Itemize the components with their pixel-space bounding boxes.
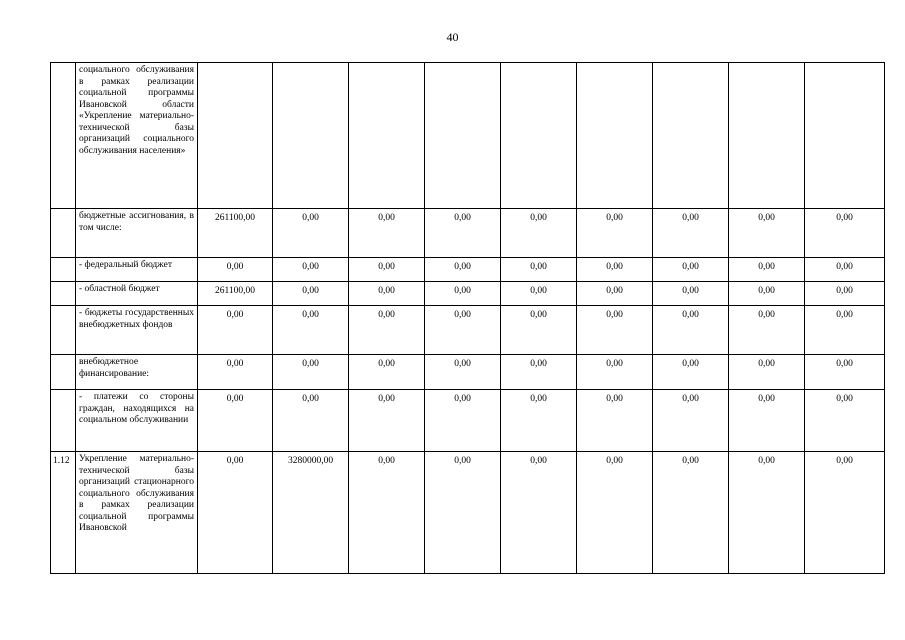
value-cell: 261100,00: [198, 282, 273, 306]
row-description-cell: [76, 209, 198, 258]
row-description-cell: [76, 258, 198, 282]
value-cell: 0,00: [349, 452, 425, 574]
value-cell: 0,00: [501, 355, 577, 390]
row-description-cell: [76, 306, 198, 355]
value-cell: 0,00: [653, 258, 729, 282]
value-cell: [805, 63, 885, 209]
value-cell: 0,00: [501, 306, 577, 355]
value-cell: 0,00: [198, 258, 273, 282]
value-cell: 0,00: [273, 355, 349, 390]
budget-table: [50, 62, 885, 574]
value-cell: 0,00: [349, 209, 425, 258]
value-cell: 0,00: [805, 282, 885, 306]
value-cell: 0,00: [653, 209, 729, 258]
value-cell: 0,00: [729, 306, 805, 355]
table-row: [51, 282, 885, 306]
value-cell: 0,00: [501, 209, 577, 258]
value-cell: 0,00: [349, 306, 425, 355]
value-cell: 0,00: [501, 390, 577, 452]
value-cell: 0,00: [349, 282, 425, 306]
row-description-cell: [76, 355, 198, 390]
row-index-cell: [51, 306, 76, 355]
value-cell: 0,00: [425, 306, 501, 355]
value-cell: 0,00: [349, 355, 425, 390]
value-cell: [273, 63, 349, 209]
value-cell: 0,00: [273, 209, 349, 258]
value-cell: [198, 63, 273, 209]
value-cell: 0,00: [805, 258, 885, 282]
value-cell: 0,00: [653, 452, 729, 574]
value-cell: 0,00: [729, 209, 805, 258]
table-row: [51, 209, 885, 258]
value-cell: 0,00: [805, 390, 885, 452]
value-cell: 0,00: [273, 390, 349, 452]
value-cell: 0,00: [653, 390, 729, 452]
value-cell: 0,00: [653, 355, 729, 390]
value-cell: [729, 63, 805, 209]
value-cell: 0,00: [198, 355, 273, 390]
value-cell: 0,00: [501, 258, 577, 282]
description-text: социального обслуживания в рамках реализации социальной программы Ивановской области «Укрепление материально-технической базы организаций социального обслуживания населения»: [79, 65, 194, 156]
page-number: 40: [446, 30, 459, 44]
description-text: внебюджетное финансирование:: [79, 357, 150, 379]
value-cell: 261100,00: [198, 209, 273, 258]
value-cell: 0,00: [273, 258, 349, 282]
value-cell: 0,00: [501, 282, 577, 306]
value-cell: [501, 63, 577, 209]
value-cell: 0,00: [653, 282, 729, 306]
value-cell: 0,00: [198, 306, 273, 355]
value-cell: 0,00: [805, 306, 885, 355]
description-text: - федеральный бюджет: [79, 260, 172, 270]
value-cell: 0,00: [349, 258, 425, 282]
value-cell: 0,00: [198, 452, 273, 574]
value-cell: 0,00: [425, 390, 501, 452]
description-text: бюджетные ассигнования, в том числе:: [79, 211, 194, 233]
value-cell: 0,00: [577, 209, 653, 258]
description-text: Укрепление материально-технической базы организаций стационарного социального обслуживания в рамках реализации социальной программы Ивановской: [79, 454, 194, 533]
value-cell: [349, 63, 425, 209]
value-cell: 0,00: [577, 355, 653, 390]
value-cell: 0,00: [577, 258, 653, 282]
row-description-cell: [76, 452, 198, 574]
row-index-cell: [51, 258, 76, 282]
row-index-cell: [51, 209, 76, 258]
value-cell: 0,00: [805, 209, 885, 258]
table-row: [51, 452, 885, 574]
row-description-cell: [76, 390, 198, 452]
row-description-cell: [76, 63, 198, 209]
description-text: - областной бюджет: [79, 284, 160, 294]
table-row: [51, 63, 885, 209]
value-cell: 0,00: [425, 258, 501, 282]
value-cell: 0,00: [729, 390, 805, 452]
value-cell: [653, 63, 729, 209]
row-index-cell: [51, 63, 76, 209]
row-index-cell: [51, 390, 76, 452]
value-cell: 0,00: [425, 282, 501, 306]
value-cell: 0,00: [577, 452, 653, 574]
value-cell: 0,00: [805, 355, 885, 390]
value-cell: [425, 63, 501, 209]
table-body: [51, 63, 885, 574]
description-text: - платежи со стороны граждан, находящихся на социальном обслуживании: [79, 392, 194, 425]
table-row: [51, 258, 885, 282]
table-row: [51, 355, 885, 390]
row-index-cell: [51, 355, 76, 390]
row-index-cell: 1.12: [51, 452, 76, 574]
value-cell: 3280000,00: [273, 452, 349, 574]
value-cell: 0,00: [349, 390, 425, 452]
value-cell: 0,00: [577, 282, 653, 306]
description-text: - бюджеты государственных внебюджетных фондов: [79, 308, 194, 330]
value-cell: 0,00: [729, 355, 805, 390]
value-cell: 0,00: [501, 452, 577, 574]
value-cell: 0,00: [273, 306, 349, 355]
value-cell: 0,00: [198, 390, 273, 452]
table-row: [51, 306, 885, 355]
value-cell: 0,00: [425, 452, 501, 574]
value-cell: [577, 63, 653, 209]
row-index-cell: [51, 282, 76, 306]
row-description-cell: [76, 282, 198, 306]
value-cell: 0,00: [729, 282, 805, 306]
value-cell: 0,00: [805, 452, 885, 574]
value-cell: 0,00: [425, 355, 501, 390]
value-cell: 0,00: [425, 209, 501, 258]
value-cell: 0,00: [653, 306, 729, 355]
value-cell: 0,00: [729, 258, 805, 282]
value-cell: 0,00: [577, 390, 653, 452]
value-cell: 0,00: [273, 282, 349, 306]
table-row: [51, 390, 885, 452]
value-cell: 0,00: [729, 452, 805, 574]
value-cell: 0,00: [577, 306, 653, 355]
